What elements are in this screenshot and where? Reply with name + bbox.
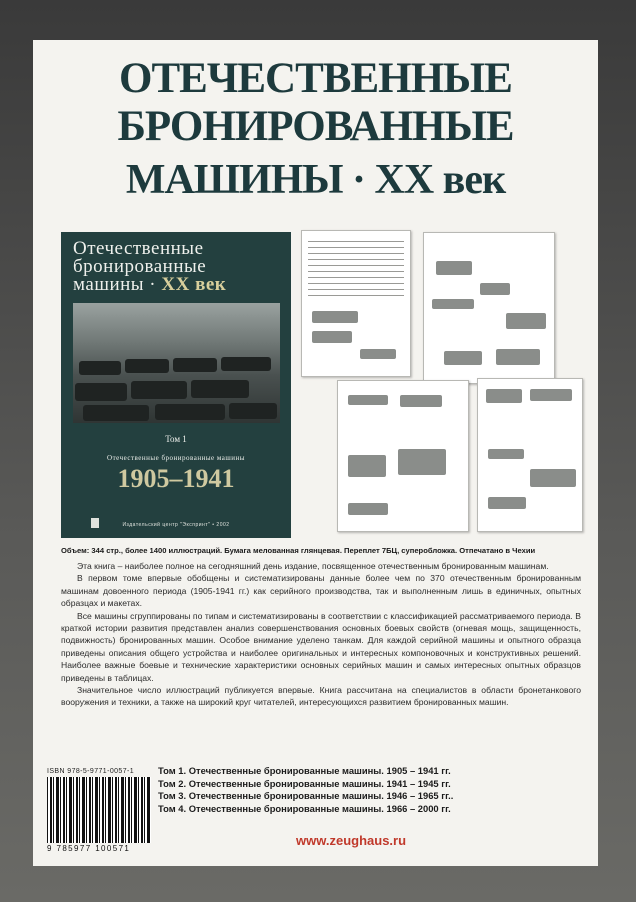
cover-title-line-3a: машины · — [73, 274, 162, 295]
main-title-line-3: МАШИНЫ · XX век — [125, 157, 506, 203]
cover-title-line-1: Отечественные — [73, 238, 204, 259]
cover-volume-subtitle: Отечественные бронированные машины — [107, 454, 245, 462]
description-paragraph-1: Эта книга – наиболее полное на сегодняшний день издание, посвященное отечественным бронированным машинам. — [77, 561, 549, 571]
book-cover-image — [61, 232, 291, 538]
isbn: ISBN 978-5-9771-0057-1 — [47, 768, 135, 775]
description-text — [61, 560, 581, 709]
barcode-image — [47, 777, 151, 843]
sample-page-2 — [423, 232, 555, 384]
volume-list — [158, 765, 453, 815]
cover-photo-parade — [73, 303, 280, 423]
cover-title-line-3 — [73, 274, 291, 296]
sample-page-1 — [301, 230, 411, 377]
cover-title-line-2: бронированные — [73, 256, 207, 277]
main-title-line-1: ОТЕЧЕСТВЕННЫЕ — [119, 55, 512, 102]
cover-years: 1905–1941 — [117, 464, 235, 493]
cover-volume: Том 1 — [165, 434, 187, 444]
main-title-line-2: БРОНИРОВАННЫЕ — [117, 103, 514, 150]
publisher-url: www.zeughaus.ru — [296, 833, 407, 848]
volume-item: Том 2. Отечественные бронированные машины. 1941 – 1945 гг. — [158, 777, 451, 789]
description-paragraph-4: Значительное число иллюстраций публикуется впервые. Книга рассчитана на специалистов в области бронетанкового вооружения и техники, а также на широкий круг читателей, интересующихся развитием бронированных машин. — [61, 685, 581, 708]
barcode-block — [47, 768, 159, 862]
volume-item: Том 3. Отечественные бронированные машины. 1946 – 1965 гг.. — [158, 790, 454, 802]
sample-page-4 — [477, 378, 583, 532]
book-specs-caption: Объем: 344 стр., более 1400 иллюстраций. Бумага мелованная глянцевая. Переплет 7БЦ, суперобложка. Отпечатано в Чехии — [61, 546, 536, 555]
cover-title-line-3b: XX век — [161, 274, 227, 295]
description-paragraph-2: В первом томе впервые обобщены и систематизированы данные более чем по 370 отечественным бронированным машинам довоенного периода (1905-1941 гг.) как серийного производства, так и выполненным лишь в единичных, опытных образцах и макетах. — [61, 573, 581, 609]
cover-publisher: Издательский центр "Экспринт" • 2002 — [122, 522, 230, 528]
back-cover — [33, 40, 598, 866]
description-paragraph-3: Все машины сгруппированы по типам и систематизированы в соответствии с классификацией рассматриваемого периода. В краткой истории развития представлен анализ совершенствования основных боевых свойств (огневая мощь, защищенность, подвижность) бронированных машин. Особое внимание уделено танкам. Для каждой серийной машины и опытного образца приведены описания общего устройства и наиболее оригинальных и интересных компоновочных и конструктивных решений. Наиболее важные боевые и технические характеристики основных серийных машин и самых интересных опытных образцов приведены в таблицах. — [61, 610, 581, 683]
barcode-number: 9 785977 100571 — [47, 844, 131, 853]
volume-item: Том 1. Отечественные бронированные машины. 1905 – 1941 гг. — [158, 765, 451, 776]
sample-page-3 — [337, 380, 469, 532]
volume-item: Том 4. Отечественные бронированные машины. 1966 – 2000 гг. — [158, 802, 451, 814]
